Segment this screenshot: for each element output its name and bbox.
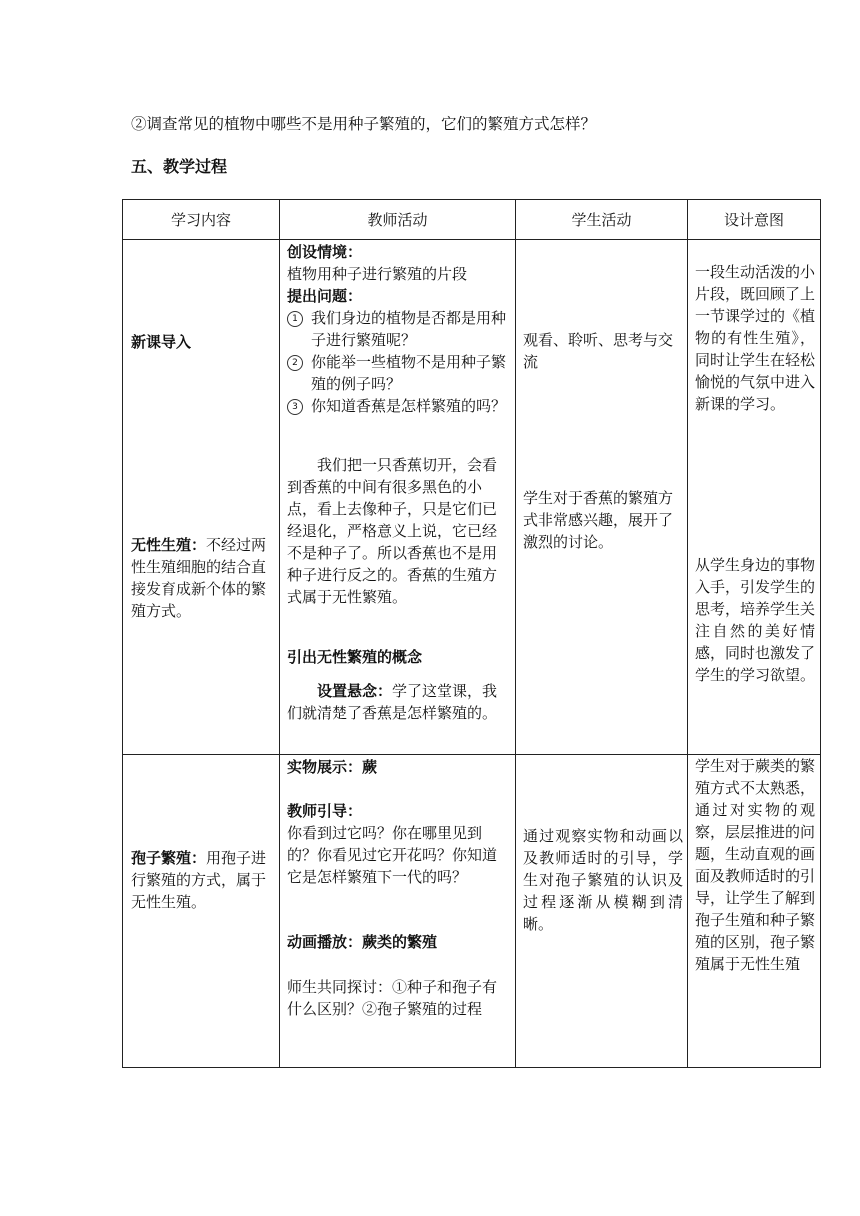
- student-cell: [516, 755, 688, 1068]
- spore-term: 孢子繁殖：: [131, 849, 207, 867]
- scene-label: 创设情境：: [287, 243, 363, 261]
- header-student: 学生活动: [516, 200, 688, 240]
- teaching-process-table: [122, 199, 821, 1068]
- asexual-term: 无性生殖：: [131, 536, 207, 554]
- circled-number-3: 3: [287, 399, 303, 415]
- question-label: 提出问题：: [287, 287, 363, 305]
- intent-banana: 从学生身边的事物入手，引发学生的思考，培养学生关注自然的美好情感，同时也激发了学生的学习欲望。: [695, 556, 816, 684]
- spore-text: 用孢子进行繁殖的方式，属于无性生殖。: [131, 849, 267, 911]
- suspense-paragraph: [287, 680, 511, 724]
- student-activity-spore: 通过观察实物和动画以及教师适时的引导，学生对孢子繁殖的认识及过程逐渐从模糊到清晰。: [523, 827, 683, 933]
- suspense-text: 学了这堂课，我们就清楚了香蕉是怎样繁殖的。: [287, 682, 498, 722]
- asexual-text: 不经过两性生殖细胞的结合直接发育成新个体的繁殖方式。: [131, 536, 267, 620]
- question-text: 你知道香蕉是怎样繁殖的吗？: [311, 397, 507, 415]
- intent-spore: 学生对于蕨类的繁殖方式不太熟悉，通过对实物的观察，层层推进的问题，生动直观的画面及教师适时的引导，让学生了解到孢子生殖和种子繁殖的区别，孢子繁殖属于无性生殖: [695, 757, 816, 973]
- student-activity-intro: 观看、聆听、思考与交流: [523, 331, 674, 371]
- guide-text: 你看到过它吗？你在哪里见到的？你看见过它开花吗？你知道它是怎样繁殖下一代的吗？: [287, 824, 498, 886]
- asexual-definition: [131, 534, 272, 622]
- intro-question: ②调查常见的植物中哪些不是用种子繁殖的，它们的繁殖方式怎样？: [131, 115, 597, 133]
- scene-text: 植物用种子进行繁殖的片段: [287, 265, 468, 283]
- student-activity-banana: 学生对于香蕉的繁殖方式非常感兴趣，展开了激烈的讨论。: [523, 489, 674, 551]
- spore-definition: [131, 847, 272, 913]
- question-text: 我们身边的植物是否都是用种子进行繁殖呢？: [311, 309, 507, 349]
- header-content: 学习内容: [123, 200, 280, 240]
- table-row: [123, 240, 821, 755]
- teacher-cell: [280, 755, 516, 1068]
- content-cell: [123, 240, 280, 755]
- intent-cell: [688, 240, 821, 755]
- student-cell: [516, 240, 688, 755]
- content-cell: [123, 755, 280, 1068]
- question-text: 你能举一些植物不是用种子繁殖的例子吗？: [311, 353, 507, 393]
- concept-label: 引出无性繁殖的概念: [287, 648, 423, 666]
- question-item: [287, 307, 511, 351]
- header-intent: 设计意图: [688, 200, 821, 240]
- section-title: 五、教学过程: [131, 157, 228, 176]
- suspense-label: 设置悬念：: [317, 682, 393, 700]
- show-label: 实物展示：蕨: [287, 758, 378, 776]
- circled-number-2: 2: [287, 355, 303, 371]
- question-item: [287, 395, 511, 417]
- intent-cell: [688, 755, 821, 1068]
- table-row: [123, 755, 821, 1068]
- discussion-text: 师生共同探讨：①种子和孢子有什么区别？②孢子繁殖的过程: [287, 978, 498, 1018]
- teacher-cell: [280, 240, 516, 755]
- circled-number-1: 1: [287, 311, 303, 327]
- animation-label: 动画播放：蕨类的繁殖: [287, 933, 438, 951]
- content-intro-label: 新课导入: [131, 333, 192, 351]
- intent-intro: 一段生动活泼的小片段，既回顾了上一节课学过的《植物的有性生殖》，同时让学生在轻松愉悦的气氛中进入新课的学习。: [695, 263, 816, 413]
- table-header-row: [123, 200, 821, 240]
- guide-label: 教师引导：: [287, 802, 363, 820]
- banana-paragraph: 我们把一只香蕉切开，会看到香蕉的中间有很多黑色的小点，看上去像种子，只是它们已经退化，严格意义上说，它已经不是种子了。所以香蕉也不是用种子进行反之的。香蕉的生殖方式属于无性繁殖。: [287, 456, 498, 606]
- question-item: [287, 351, 511, 395]
- header-teacher: 教师活动: [280, 200, 516, 240]
